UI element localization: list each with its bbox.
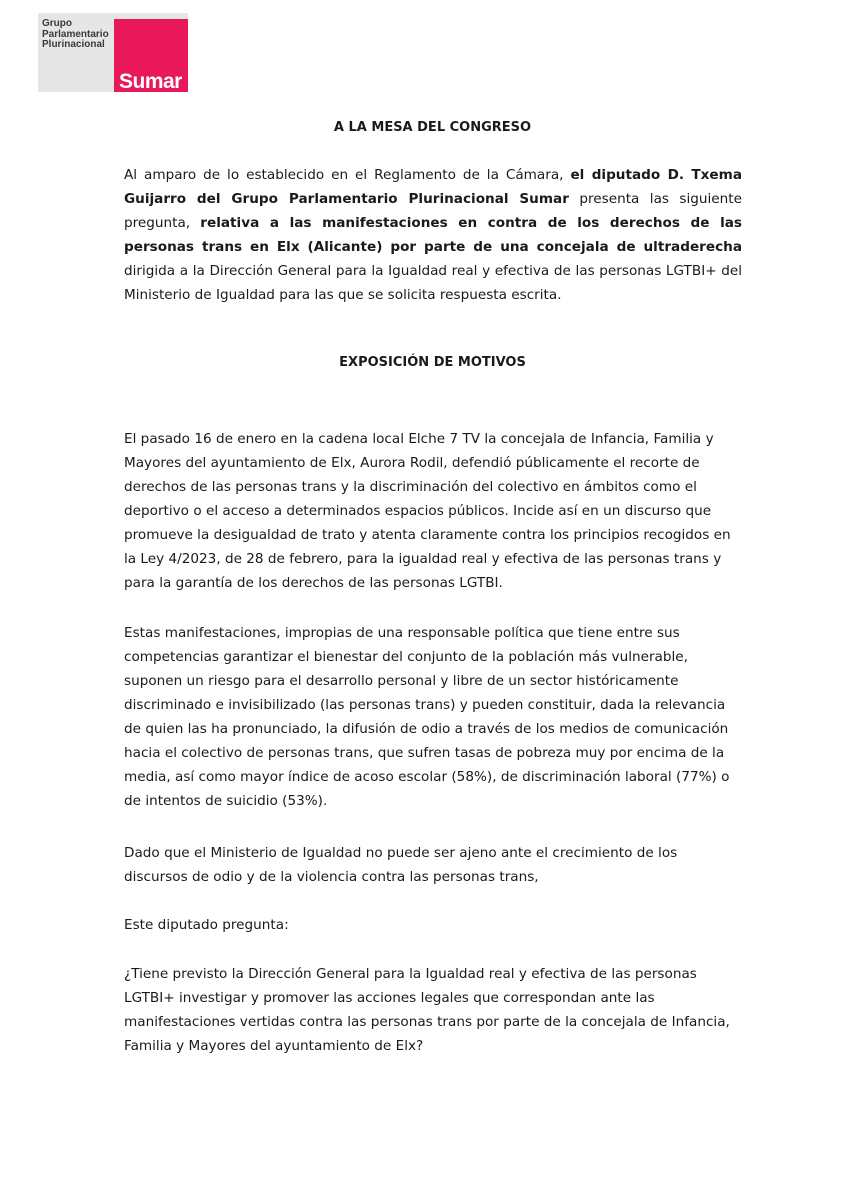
- motives-paragraph-1: El pasado 16 de enero en la cadena local Elche 7 TV la concejala de Infancia, Familia y Mayores del ayuntamiento de Elx, Aurora Rodil, defendió públicamente el recorte de derechos de las personas trans y la discriminación del colectivo en ámbitos como el deportivo o el acceso a determinados espacios públicos. Incide así en un discurso que promueve la desigualdad de trato y atenta claramente contra los principios recogidos en la Ley 4/2023, de 28 de febrero, para la igualdad real y efectiva de las personas trans y para la garantía de los derechos de las personas LGTBI.: [124, 431, 731, 591]
- question-text: ¿Tiene previsto la Dirección General para la Igualdad real y efectiva de las personas LGTBI+ investigar y promover las acciones legales que correspondan ante las manifestaciones vertidas contra las personas trans por parte de la concejala de Infancia, Familia y Mayores del ayuntamiento de Elx?: [124, 966, 730, 1054]
- document-heading: A LA MESA DEL CONGRESO: [333, 120, 532, 135]
- logo-brand-box: [114, 19, 188, 92]
- intro-bold-1: el diputado D. Txema Guijarro del Grupo Parlamentario Plurinacional Sumar: [124, 167, 742, 207]
- sumar-logo: [38, 13, 188, 92]
- logo-group-name: [42, 19, 109, 51]
- logo-line-1: Grupo: [42, 18, 72, 29]
- intro-paragraph: [124, 163, 742, 307]
- intro-bold-2: relativa a las manifestaciones en contra de los derechos de las personas trans en Elx (Alicante) por parte de una concejala de ultraderecha: [124, 215, 742, 255]
- intro-text-1: Al amparo de lo establecido en el Reglamento de la Cámara,: [124, 167, 571, 183]
- logo-line-3: Plurinacional: [42, 39, 105, 50]
- question-label: Este diputado pregunta:: [124, 917, 289, 933]
- section-title: EXPOSICIÓN DE MOTIVOS: [339, 355, 526, 370]
- logo-brand-word: Sumar: [119, 70, 182, 93]
- logo-line-2: Parlamentario: [42, 28, 109, 40]
- motives-paragraph-2: Estas manifestaciones, impropias de una responsable política que tiene entre sus competencias garantizar el bienestar del conjunto de la población más vulnerable, suponen un riesgo para el desarrollo personal y libre de un sector históricamente discriminado e invisibilizado (las personas trans) y pueden constituir, dada la relevancia de quien las ha pronunciado, la difusión de odio a través de los medios de comunicación hacia el colectivo de personas trans, que sufren tasas de pobreza muy por encima de la media, así como mayor índice de acoso escolar (58%), de discriminación laboral (77%) o de intentos de suicidio (53%).: [124, 625, 730, 809]
- intro-text-2: presenta las siguiente pregunta,: [124, 191, 742, 231]
- intro-text-3: dirigida a la Dirección General para la Igualdad real y efectiva de las personas LGTBI+ del Ministerio de Igualdad para las que se solicita respuesta escrita.: [124, 263, 742, 303]
- motives-paragraph-3: Dado que el Ministerio de Igualdad no puede ser ajeno ante el crecimiento de los discursos de odio y de la violencia contra las personas trans,: [124, 845, 678, 885]
